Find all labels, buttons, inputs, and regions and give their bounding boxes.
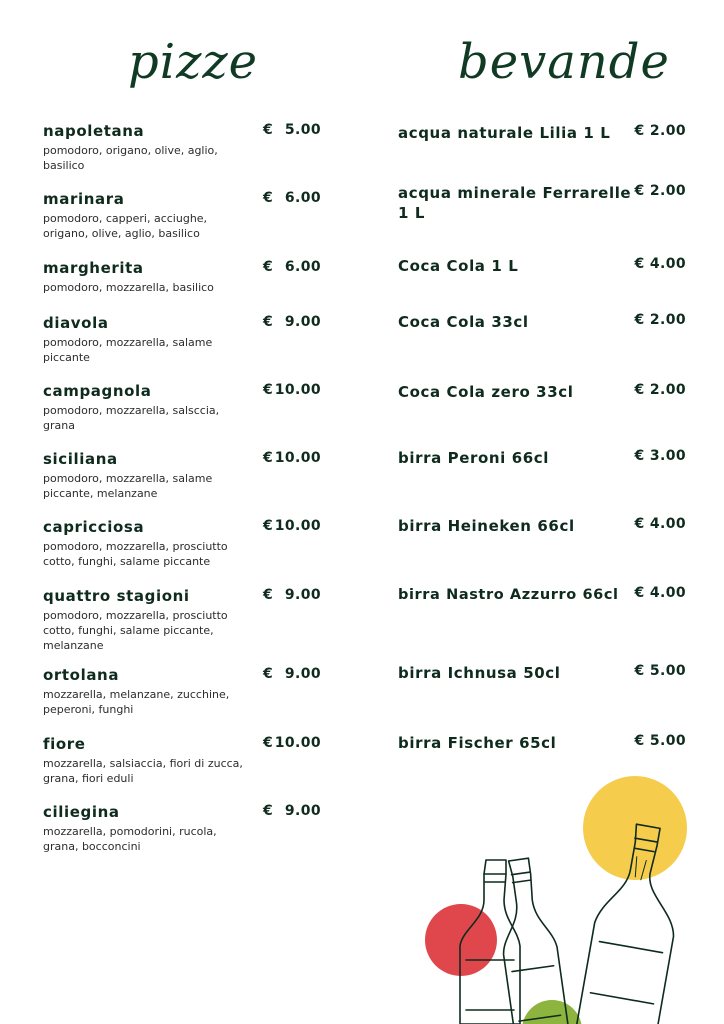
price-value: 10.00 — [274, 450, 321, 466]
pizza-price — [263, 382, 321, 398]
drink-price: € 4.00 — [634, 516, 686, 532]
bevande-title: bevande — [458, 34, 670, 90]
drink-name: birra Heineken 66cl — [398, 517, 575, 535]
bottle-icon — [491, 856, 569, 1024]
drink-item — [398, 585, 686, 605]
pizza-desc: pomodoro, mozzarella, salame piccante — [43, 336, 213, 364]
pizza-item — [43, 122, 333, 173]
price-value: 6.00 — [284, 190, 321, 206]
price-value: 10.00 — [274, 382, 321, 398]
drink-name: birra Peroni 66cl — [398, 449, 550, 467]
yellow-circle — [583, 776, 687, 880]
price-value: 10.00 — [274, 518, 321, 534]
currency-symbol: € — [263, 122, 274, 138]
currency-symbol: € — [263, 190, 274, 206]
drink-price: € 2.00 — [634, 123, 686, 139]
pizza-item — [43, 259, 333, 295]
pizza-item — [43, 518, 333, 569]
pizza-name: marinara — [43, 190, 125, 208]
drink-item — [398, 256, 686, 276]
drink-price: € 3.00 — [634, 448, 686, 464]
drink-name: Coca Cola 33cl — [398, 313, 529, 331]
pizza-price — [263, 122, 321, 138]
drink-name: acqua naturale Lilia 1 L — [398, 124, 611, 142]
currency-symbol: € — [263, 450, 274, 466]
price-value: 6.00 — [284, 259, 321, 275]
drink-name: birra Ichnusa 50cl — [398, 664, 561, 682]
beer-bottles-illustration — [420, 770, 724, 1024]
drink-price: € 2.00 — [634, 312, 686, 328]
pizza-desc: pomodoro, mozzarella, prosciutto cotto, funghi, salame piccante — [43, 540, 228, 568]
drink-price: € 2.00 — [634, 382, 686, 398]
pizza-desc: pomodoro, origano, olive, aglio, basilico — [43, 144, 218, 172]
currency-symbol: € — [263, 735, 274, 751]
drink-price: € 5.00 — [634, 663, 686, 679]
pizze-title: pizze — [128, 34, 259, 90]
currency-symbol: € — [263, 259, 274, 275]
pizza-desc: pomodoro, capperi, acciughe, origano, olive, aglio, basilico — [43, 212, 208, 240]
pizza-price — [263, 259, 321, 275]
pizza-desc: pomodoro, mozzarella, salame piccante, melanzane — [43, 472, 213, 500]
pizza-name: capricciosa — [43, 518, 145, 536]
currency-symbol: € — [263, 382, 274, 398]
drink-item — [398, 516, 686, 536]
price-value: 9.00 — [284, 803, 321, 819]
drink-item — [398, 663, 686, 683]
pizza-price — [263, 587, 321, 603]
price-value: 9.00 — [284, 666, 321, 682]
pizza-item — [43, 314, 333, 365]
price-value: 10.00 — [274, 735, 321, 751]
pizza-item — [43, 190, 333, 241]
pizza-name: diavola — [43, 314, 109, 332]
pizza-price — [263, 518, 321, 534]
drink-name: Coca Cola zero 33cl — [398, 383, 574, 401]
drink-price: € 4.00 — [634, 585, 686, 601]
price-value: 5.00 — [284, 122, 321, 138]
drink-item — [398, 382, 686, 402]
drink-item — [398, 312, 686, 332]
currency-symbol: € — [263, 803, 274, 819]
pizza-name: quattro stagioni — [43, 587, 190, 605]
pizza-name: campagnola — [43, 382, 152, 400]
pizza-price — [263, 803, 321, 819]
pizza-name: napoletana — [43, 122, 145, 140]
drink-item — [398, 123, 686, 143]
pizza-desc: mozzarella, pomodorini, rucola, grana, bocconcini — [43, 825, 217, 853]
pizza-desc: mozzarella, salsiaccia, fiori di zucca, grana, fiori eduli — [43, 757, 243, 785]
pizza-desc: pomodoro, mozzarella, prosciutto cotto, funghi, salame piccante, melanzane — [43, 609, 228, 652]
currency-symbol: € — [263, 518, 274, 534]
price-value: 9.00 — [284, 587, 321, 603]
pizza-name: margherita — [43, 259, 144, 277]
currency-symbol: € — [263, 587, 274, 603]
pizza-name: ciliegina — [43, 803, 120, 821]
drink-name: birra Nastro Azzurro 66cl — [398, 587, 619, 603]
pizza-name: siciliana — [43, 450, 118, 468]
pizza-desc: pomodoro, mozzarella, salsccia, grana — [43, 404, 220, 432]
drink-name: Coca Cola 1 L — [398, 257, 519, 275]
drink-name: acqua minerale Ferrarelle 1 L — [398, 184, 632, 222]
drink-price: € 4.00 — [634, 256, 686, 272]
pizza-name: fiore — [43, 735, 86, 753]
pizza-desc: mozzarella, melanzane, zucchine, peperoni, funghi — [43, 688, 230, 716]
green-circle — [522, 1000, 582, 1024]
pizza-price — [263, 190, 321, 206]
drink-item — [398, 183, 686, 223]
pizza-item — [43, 587, 333, 653]
price-value: 9.00 — [284, 314, 321, 330]
drink-price: € 2.00 — [634, 183, 686, 199]
pizza-name: ortolana — [43, 666, 120, 684]
pizza-item — [43, 666, 333, 717]
pizza-price — [263, 666, 321, 682]
pizza-price — [263, 735, 321, 751]
pizza-item — [43, 803, 333, 854]
pizza-price — [263, 450, 321, 466]
pizza-desc: pomodoro, mozzarella, basilico — [43, 281, 214, 294]
pizza-item — [43, 735, 333, 786]
pizza-price — [263, 314, 321, 330]
pizza-item — [43, 450, 333, 501]
drink-item — [398, 733, 686, 753]
currency-symbol: € — [263, 314, 274, 330]
drink-name: birra Fischer 65cl — [398, 734, 557, 752]
pizza-item — [43, 382, 333, 433]
drink-price: € 5.00 — [634, 733, 686, 749]
drink-item — [398, 448, 686, 468]
currency-symbol: € — [263, 666, 274, 682]
